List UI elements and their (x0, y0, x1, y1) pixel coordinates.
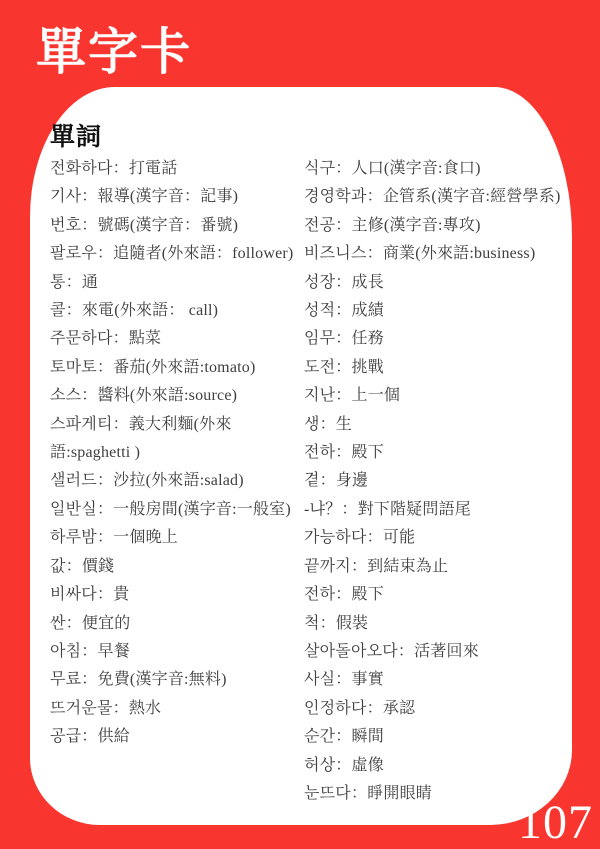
vocab-entry: 일반실：一般房間(漢字音:一般室) (50, 500, 291, 518)
vocab-entry: 도전：挑戰 (304, 358, 384, 376)
vocab-entry: 공급：供給 (50, 728, 130, 746)
vocab-entry: 전하：殿下 (304, 444, 384, 462)
vocab-entry: 허상：虛像 (304, 756, 384, 774)
vocab-entry: 살아돌아오다：活著回來 (304, 642, 479, 660)
vocab-columns (50, 155, 566, 808)
vocab-entry: 하루밤：一個晚上 (50, 529, 178, 547)
vocab-entry: 소스：醬料(外來語:source) (50, 387, 238, 405)
vocab-entry: 콜：來電(外來語： call) (50, 302, 219, 320)
vocab-entry: 가능하다：可能 (304, 529, 416, 547)
page-title: 單字卡 (36, 24, 192, 80)
vocab-entry: 토마토：番茄(外來語:tomato) (50, 358, 256, 376)
vocab-entry: 주문하다：點菜 (50, 330, 162, 348)
vocab-entry: 비즈니스：商業(外來語:business) (304, 245, 536, 263)
vocab-entry: 끝까지：到結束為止 (304, 557, 449, 575)
vocab-entry: 값：價錢 (50, 557, 115, 575)
vocab-entry: 경영학과：企管系(漢字音:經營學系) (304, 188, 561, 206)
vocab-entry: 성장：成長 (304, 273, 384, 291)
vocab-entry: 싼：便宜的 (50, 614, 131, 632)
vocab-entry: 지난：上一個 (304, 387, 401, 405)
vocab-entry: 무료：免費(漢字音:無料) (50, 671, 227, 689)
page-number: 107 (518, 796, 593, 849)
vocab-card (30, 87, 572, 825)
vocab-entry: 팔로우：追隨者(外來語：follower) (50, 245, 294, 263)
vocab-entry: 순간：瞬間 (304, 728, 384, 746)
vocab-entry: 사실：事實 (304, 671, 384, 689)
vocab-column-right (304, 155, 566, 808)
vocab-entry: 번호：號碼(漢字音：番號) (50, 216, 239, 234)
vocab-entry: 성적：成績 (304, 302, 384, 320)
vocab-entry: 통：通 (50, 273, 99, 291)
vocab-entry: 임무：任務 (304, 330, 384, 348)
vocab-entry: 전공：主修(漢字音:專攻) (304, 216, 481, 234)
vocab-entry: 눈뜨다：睜開眼睛 (304, 784, 432, 802)
vocab-entry: 기사：報導(漢字音：記事) (50, 188, 239, 206)
card-heading: 單詞 (50, 124, 103, 151)
vocab-column-left (50, 155, 304, 752)
vocab-entry: -냐？：對下階疑問語尾 (304, 500, 471, 518)
vocab-entry: 전화하다：打電話 (50, 160, 178, 177)
vocab-entry: 뜨거운물：熱水 (50, 699, 162, 717)
vocab-entry: 아침：早餐 (50, 642, 130, 660)
vocab-entry: 비싸다：貴 (50, 586, 130, 604)
vocab-entry: 인정하다：承認 (304, 699, 416, 717)
vocab-entry: 식구：人口(漢字音:食口) (304, 160, 481, 177)
vocab-entry: 전하：殿下 (304, 586, 384, 604)
vocab-entry: 곁：身邊 (304, 472, 369, 490)
vocab-entry: 샐러드：沙拉(外來語:salad) (50, 472, 244, 490)
vocab-entry: 생：生 (304, 415, 353, 433)
vocab-entry: 척：假裝 (304, 614, 369, 632)
vocab-entry: 스파게티：義大利麵(外來語:spaghetti ) (50, 415, 232, 462)
